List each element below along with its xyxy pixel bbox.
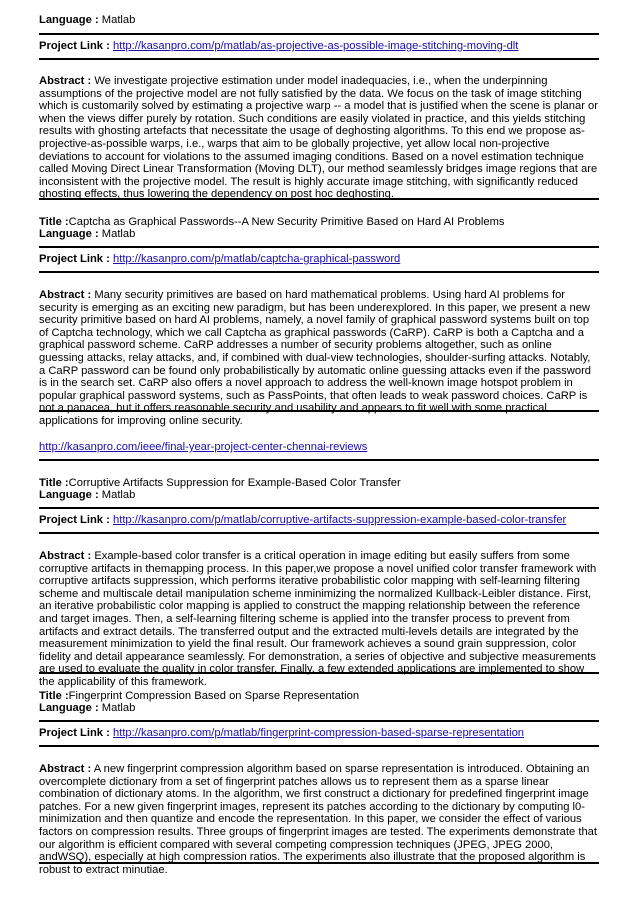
language-line bbox=[39, 228, 599, 241]
language-value: Matlab bbox=[101, 489, 136, 501]
language-value: Matlab bbox=[101, 228, 136, 240]
project-link-label: Project Link : bbox=[39, 514, 110, 526]
divider bbox=[39, 507, 599, 509]
project-link-label: Project Link : bbox=[39, 253, 110, 265]
title-value: Captcha as Graphical Passwords--A New Security Primitive Based on Hard AI Problems bbox=[68, 216, 505, 228]
abstract-paragraph bbox=[39, 289, 599, 428]
abstract-label: Abstract : bbox=[39, 763, 92, 775]
title-line bbox=[39, 690, 599, 703]
abstract-paragraph bbox=[39, 763, 599, 876]
abstract-label: Abstract : bbox=[39, 289, 92, 301]
language-label: Language : bbox=[39, 228, 99, 240]
abstract-text: We investigate projective estimation under model inadequacies, i.e., when the underpinning assumptions of the projective model are not fully satisfied by the data. We focus on the task of image stitching which is customarily solved by estimating a projective warp -- a model that is justified when the scene is planar or when the views differ purely by rotation. Such conditions are easily violated in practice, and this yields stitching results with ghosting artefacts that necessitate the usage of deghosting algorithms. To this end we propose as-projective-as-possible warps, i.e., warps that aim to be globally projective, yet allow local non-projective deviations to account for violations to the assumed imaging conditions. Based on a novel estimation technique called Moving Direct Linear Transformation (Moving DLT), our method seamlessly bridges image regions that are inconsistent with the projective model. The result is highly accurate image stitching, with significantly reduced ghosting effects, thus lowering the dependency on post hoc deghosting. bbox=[39, 75, 599, 201]
project-link[interactable]: http://kasanpro.com/p/matlab/as-projective-as-possible-image-stitching-moving-dlt bbox=[112, 40, 519, 52]
language-line bbox=[39, 489, 599, 502]
divider bbox=[39, 720, 599, 722]
project-link[interactable]: http://kasanpro.com/p/matlab/captcha-graphical-password bbox=[112, 253, 401, 265]
divider bbox=[39, 532, 599, 534]
project-link-label: Project Link : bbox=[39, 40, 110, 52]
project-link-line bbox=[39, 253, 599, 266]
title-line bbox=[39, 216, 599, 229]
project-link-line bbox=[39, 40, 599, 53]
reviews-line bbox=[39, 441, 599, 454]
abstract-text: Example-based color transfer is a critical operation in image editing but easily suffers from some corruptive artifacts in themapping process. In this paper,we propose a novel unified color transfer framework with corruptive artifacts suppression, which performs iterative probabilistic color mapping with self-learning filtering scheme and multiscale detail manipulation scheme inminimizing the normalized Kullback-Leibler distance. First, an iterative probabilistic color mapping is applied to construct the mapping relationship between the reference and target images. Then, a self-learning filtering scheme is applied into the transfer process to prevent from artifacts and extract details. The transferred output and the extracted multi-levels details are integrated by the measurement minimization to yield the final result. Our framework achieves a sound grain suppression, color fidelity and detail appearance seamlessly. For demonstration, a series of objective and subjective measurements are used to evaluate the quality in color transfer. Finally, a few extended applications are implemented to show the applicability of this framework. bbox=[39, 550, 597, 688]
language-line bbox=[39, 702, 599, 715]
language-line bbox=[39, 14, 599, 27]
language-value: Matlab bbox=[101, 14, 136, 26]
divider bbox=[39, 745, 599, 747]
divider bbox=[39, 410, 599, 412]
project-link[interactable]: http://kasanpro.com/p/matlab/fingerprint-compression-based-sparse-representation bbox=[112, 727, 525, 739]
title-label: Title : bbox=[39, 477, 69, 489]
divider bbox=[39, 862, 599, 864]
abstract-label: Abstract : bbox=[39, 75, 92, 87]
language-label: Language : bbox=[39, 702, 99, 714]
project-link-label: Project Link : bbox=[39, 727, 110, 739]
abstract-label: Abstract : bbox=[39, 550, 92, 562]
language-value: Matlab bbox=[101, 702, 136, 714]
divider bbox=[39, 271, 599, 273]
language-label: Language : bbox=[39, 14, 99, 26]
abstract-text: A new fingerprint compression algorithm based on sparse representation is introduced. Obtaining an overcomplete dictionary from a set of fingerprint patches allows us to represent them as a sparse linear combination of dictionary atoms. In the algorithm, we first construct a dictionary for predefined fingerprint image patches. For a new given fingerprint images, represent its patches according to the dictionary by computing l0-minimization and then quantize and encode the representation. In this paper, we consider the effect of various factors on compression results. Three groups of fingerprint images are tested. The experiments demonstrate that our algorithm is efficient compared with several competing compression techniques (JPEG, JPEG 2000, andWSQ), especially at high compression ratios. The experiments also illustrate that the proposed algorithm is robust to extract minutiae. bbox=[39, 763, 597, 876]
divider bbox=[39, 672, 599, 674]
divider bbox=[39, 459, 599, 461]
reviews-link[interactable]: http://kasanpro.com/ieee/final-year-project-center-chennai-reviews bbox=[39, 441, 368, 453]
project-link[interactable]: http://kasanpro.com/p/matlab/corruptive-artifacts-suppression-example-based-color-transfer bbox=[112, 514, 567, 526]
abstract-paragraph bbox=[39, 75, 599, 201]
project-link-line bbox=[39, 514, 599, 527]
divider bbox=[39, 198, 599, 200]
title-label: Title : bbox=[39, 690, 69, 702]
abstract-paragraph bbox=[39, 550, 599, 689]
divider bbox=[39, 246, 599, 248]
title-value: Corruptive Artifacts Suppression for Example-Based Color Transfer bbox=[68, 477, 401, 489]
title-line bbox=[39, 477, 599, 490]
divider bbox=[39, 58, 599, 60]
title-value: Fingerprint Compression Based on Sparse Representation bbox=[68, 690, 360, 702]
abstract-text: Many security primitives are based on hard mathematical problems. Using hard AI problems for security is emerging as an exciting new paradigm, but has been underexplored. In this paper, we present a new security primitive based on hard AI problems, namely, a novel family of graphical password systems built on top of Captcha technology, which we call Captcha as graphical passwords (CaRP). CaRP is both a Captcha and a graphical password scheme. CaRP addresses a number of security problems altogether, such as online guessing attacks, relay attacks, and, if combined with dual-view technologies, shoulder-surfing attacks. Notably, a CaRP password can be found only probabilistically by automatic online guessing attacks even if the password is in the search set. CaRP also offers a novel approach to address the well-known image hotspot problem in popular graphical password systems, such as PassPoints, that often leads to weak password choices. CaRP is not a panacea, but it offers reasonable security and usability and appears to fit well with some practical applications for improving online security. bbox=[39, 289, 592, 427]
title-label: Title : bbox=[39, 216, 69, 228]
divider bbox=[39, 33, 599, 35]
project-link-line bbox=[39, 727, 599, 740]
language-label: Language : bbox=[39, 489, 99, 501]
